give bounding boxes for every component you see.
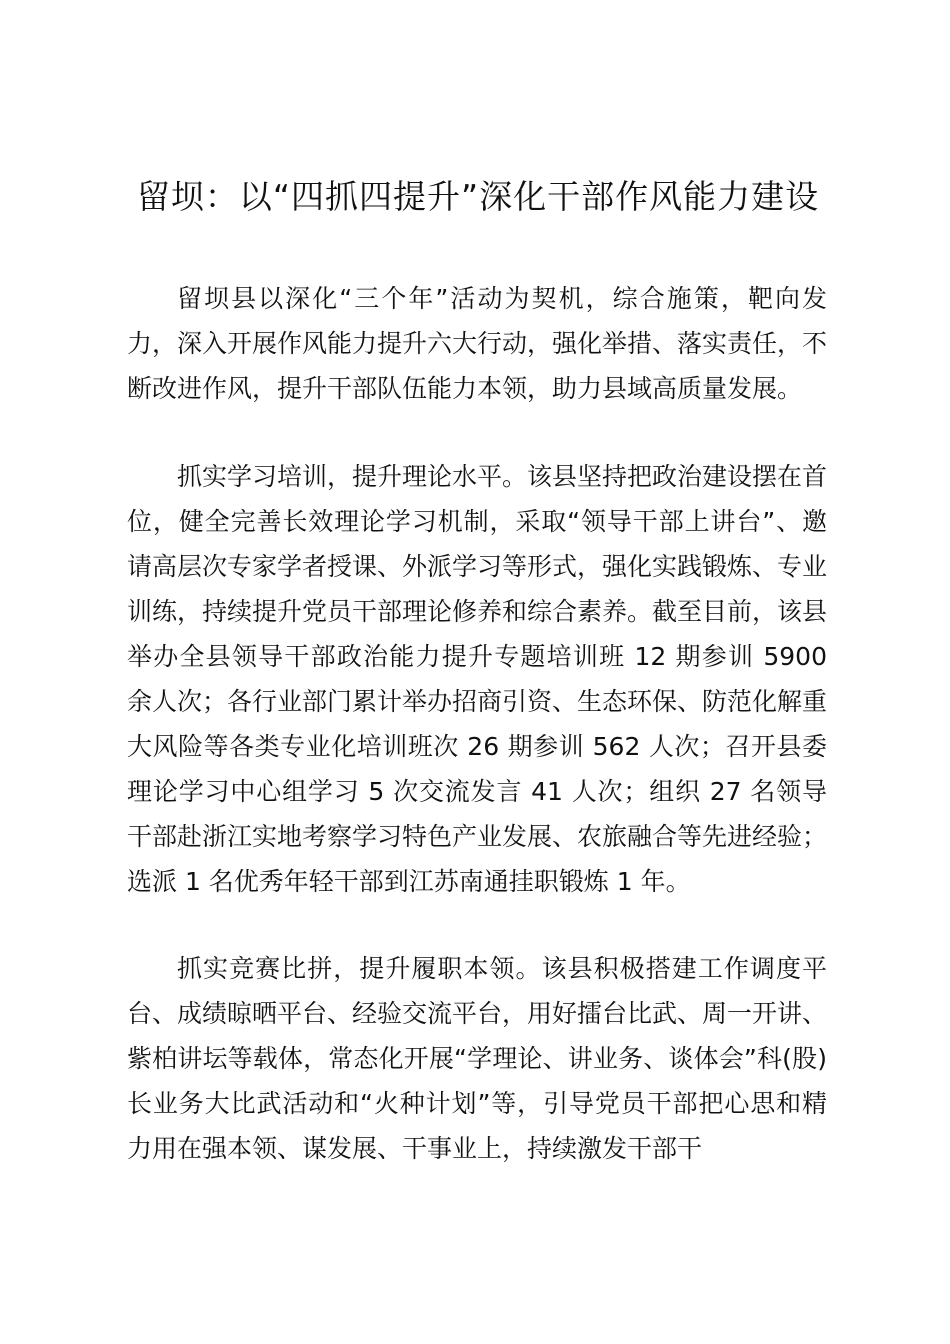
paragraph-study-training: 抓实学习培训，提升理论水平。该县坚持把政治建设摆在首位，健全完善长效理论学习机制，采取“领导干部上讲台”、邀请高层次专家学者授课、外派学习等形式，强化实践锻炼、专业训练，持续提升党员干部理论修养和综合素养。截至目前，该县举办全县领导干部政治能力提升专题培训班 12 期参训 5900 余人次；各行业部门累计举办招商引资、生态环保、防范化解重大风险等各类专业化培训班次 26 期参训 562 人次；召开县委理论学习中心组学习 5 次交流发言 41 人次；组织 27 名领导干部赴浙江实地考察学习特色产业发展、农旅融合等先进经验；选派 1 名优秀年轻干部到江苏南通挂职锻炼 1 年。 [127, 462, 828, 896]
paragraph-intro: 留坝县以深化“三个年”活动为契机，综合施策，靶向发力，深入开展作风能力提升六大行动，强化举措、落实责任，不断改进作风，提升干部队伍能力本领，助力县域高质量发展。 [127, 284, 828, 403]
paragraph-competition: 抓实竞赛比拼，提升履职本领。该县积极搭建工作调度平台、成绩晾晒平台、经验交流平台，用好擂台比武、周一开讲、紫柏讲坛等载体，常态化开展“学理论、讲业务、谈体会”科(股)长业务大比武活动和“火种计划”等，引导党员干部把心思和精力用在强本领、谋发展、干事业上，持续激发干部干 [127, 954, 828, 1163]
document-title: 留坝：以“四抓四提升”深化干部作风能力建设 [136, 177, 820, 216]
